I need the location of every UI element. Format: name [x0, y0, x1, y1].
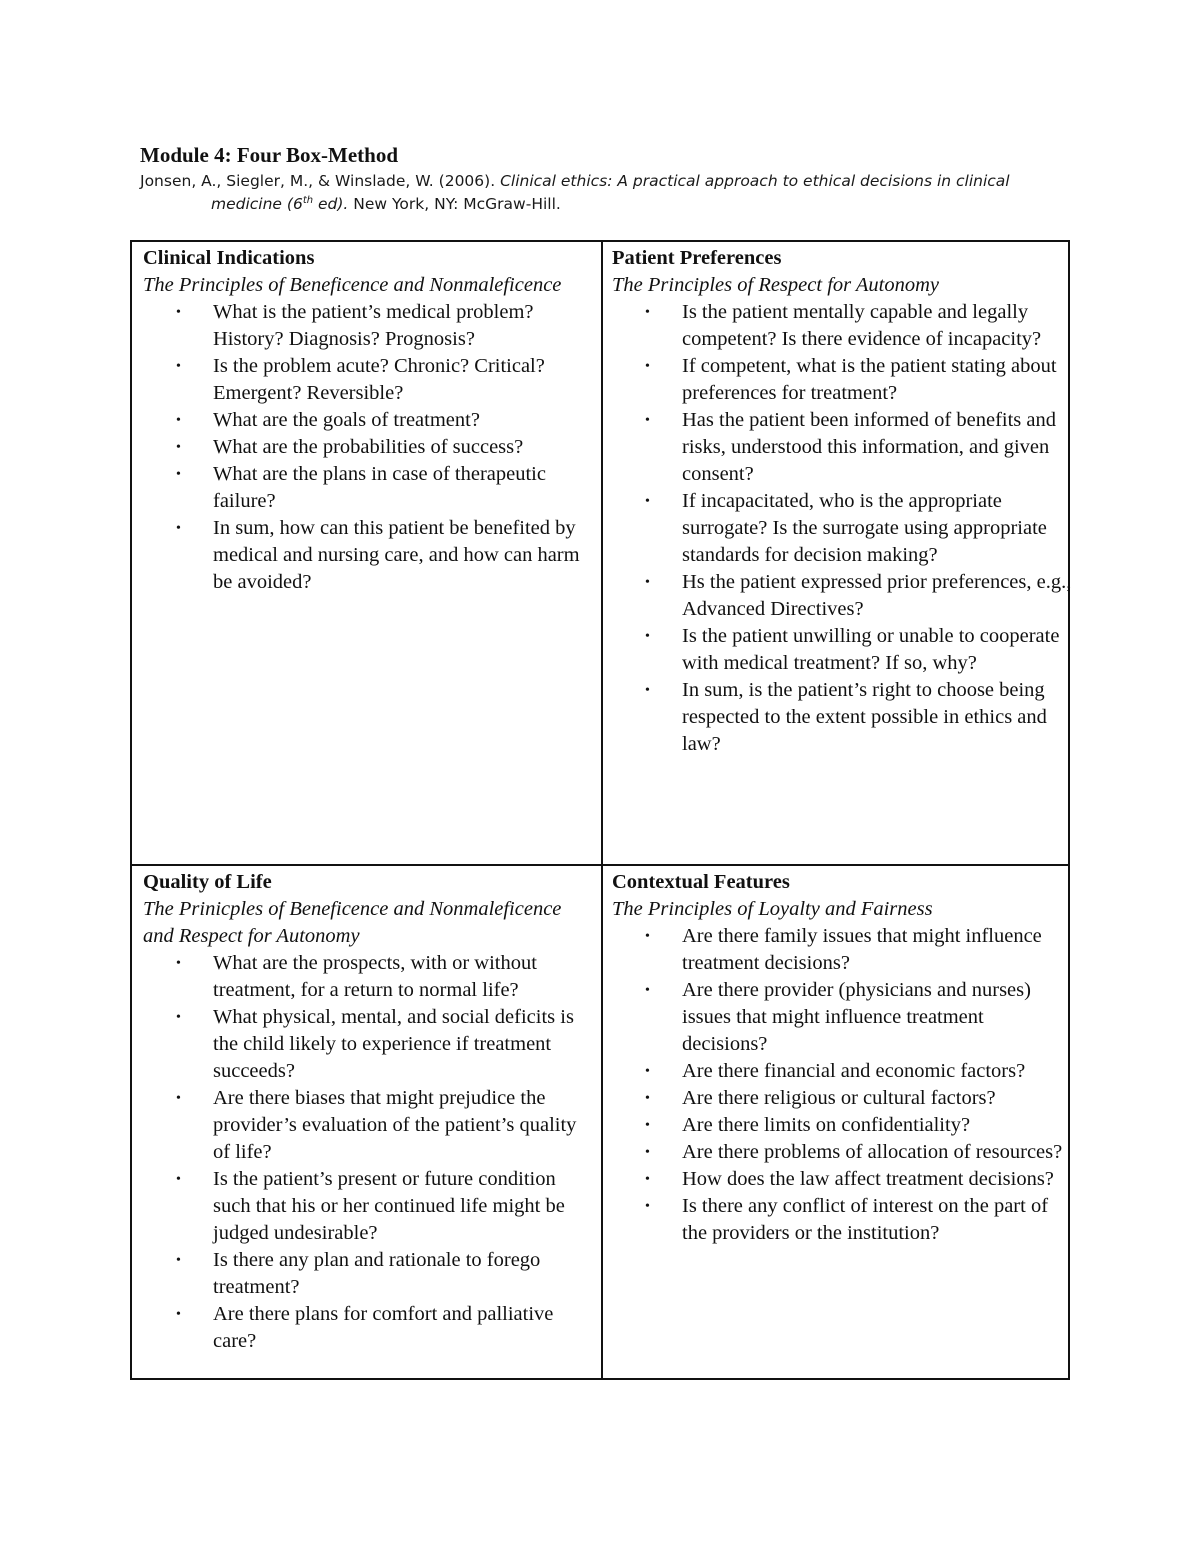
question-text: What are the prospects, with or without treatment, for a return to normal life?: [213, 952, 537, 1001]
bullet-icon: •: [176, 1010, 181, 1025]
question-item: [645, 1139, 1072, 1166]
question-text: Hs the patient expressed prior preferences, e.g., Advanced Directives?: [682, 571, 1072, 620]
box-principles: The Prinicples of Beneficence and Nonmaleficence and Respect for Autonomy: [143, 898, 562, 947]
bullet-icon: •: [176, 1307, 181, 1322]
bullet-icon: •: [176, 467, 181, 482]
citation-book-title: Clinical ethics: A practical approach to ethical decisions in clinical: [500, 172, 1010, 190]
bullet-icon: •: [645, 929, 650, 944]
question-text: If incapacitated, who is the appropriate surrogate? Is the surrogate using appropriate standards for decision making?: [682, 490, 1047, 566]
question-text: Are there financial and economic factors?: [682, 1060, 1026, 1082]
box-heading: Clinical Indications: [143, 247, 315, 269]
question-text: Are there problems of allocation of resources?: [682, 1141, 1063, 1163]
question-item: [176, 461, 593, 515]
box-heading: Quality of Life: [143, 871, 272, 893]
bullet-icon: •: [645, 1199, 650, 1214]
question-item: [645, 1058, 1072, 1085]
question-item: [645, 569, 1072, 623]
bullet-icon: •: [176, 956, 181, 971]
bullet-icon: •: [645, 305, 650, 320]
question-item: [645, 1085, 1072, 1112]
horizontal-divider: [132, 864, 1068, 866]
bullet-icon: •: [645, 413, 650, 428]
bullet-icon: •: [176, 359, 181, 374]
four-box-grid: [130, 240, 1070, 1380]
question-text: Are there plans for comfort and palliative care?: [213, 1303, 554, 1352]
bullet-icon: •: [645, 1091, 650, 1106]
question-item: [176, 353, 593, 407]
question-text: In sum, how can this patient be benefited by medical and nursing care, and how can harm be avoided?: [213, 517, 580, 593]
question-text: Are there family issues that might influence treatment decisions?: [682, 925, 1042, 974]
bullet-icon: •: [645, 494, 650, 509]
question-item: [645, 407, 1072, 488]
box-principles: The Principles of Beneficence and Nonmaleficence: [143, 274, 562, 296]
question-item: [645, 677, 1072, 758]
question-text: Is the patient’s present or future condition such that his or her continued life might be judged undesirable?: [213, 1168, 565, 1244]
question-list: [612, 923, 1072, 1247]
question-item: [176, 434, 593, 461]
bullet-icon: •: [645, 575, 650, 590]
question-item: [176, 1301, 593, 1355]
question-item: [645, 488, 1072, 569]
bullet-icon: •: [645, 1064, 650, 1079]
question-text: Is the patient unwilling or unable to cooperate with medical treatment? If so, why?: [682, 625, 1060, 674]
question-item: [176, 515, 593, 596]
question-text: Are there limits on confidentiality?: [682, 1114, 971, 1136]
question-text: What are the probabilities of success?: [213, 436, 524, 458]
question-item: [645, 299, 1072, 353]
question-text: What physical, mental, and social deficits is the child likely to experience if treatment succeeds?: [213, 1006, 574, 1082]
question-text: What are the goals of treatment?: [213, 409, 480, 431]
question-item: [176, 1085, 593, 1166]
box-patient-preferences: [612, 245, 1072, 758]
citation-publisher: New York, NY: McGraw-Hill.: [348, 195, 561, 213]
question-text: If competent, what is the patient stating about preferences for treatment?: [682, 355, 1057, 404]
bullet-icon: •: [645, 629, 650, 644]
question-item: [645, 623, 1072, 677]
bullet-icon: •: [645, 683, 650, 698]
question-text: Are there provider (physicians and nurses) issues that might influence treatment decisions?: [682, 979, 1031, 1055]
bullet-icon: •: [176, 521, 181, 536]
citation-authors: Jonsen, A., Siegler, M., & Winslade, W. (2006).: [140, 172, 501, 190]
question-item: [645, 1193, 1072, 1247]
citation: [140, 170, 1080, 216]
box-heading: Patient Preferences: [612, 247, 782, 269]
citation-book-title-cont: medicine (6th ed).: [211, 194, 349, 213]
bullet-icon: •: [176, 305, 181, 320]
box-principles: The Principles of Loyalty and Fairness: [612, 898, 933, 920]
box-contextual-features: [612, 869, 1072, 1247]
bullet-icon: •: [176, 1172, 181, 1187]
box-principles: The Principles of Respect for Autonomy: [612, 274, 939, 296]
page-title: Module 4: Four Box-Method: [140, 143, 399, 167]
question-item: [645, 977, 1072, 1058]
question-text: Are there biases that might prejudice the provider’s evaluation of the patient’s quality of life?: [213, 1087, 577, 1163]
box-clinical-indications: [143, 245, 593, 596]
question-item: [176, 1247, 593, 1301]
bullet-icon: •: [645, 1172, 650, 1187]
question-text: Is the problem acute? Chronic? Critical? Emergent? Reversible?: [213, 355, 545, 404]
bullet-icon: •: [645, 983, 650, 998]
question-item: [645, 1112, 1072, 1139]
question-item: [176, 407, 593, 434]
bullet-icon: •: [176, 440, 181, 455]
bullet-icon: •: [645, 1118, 650, 1133]
question-text: Is the patient mentally capable and legally competent? Is there evidence of incapacity?: [682, 301, 1042, 350]
vertical-divider: [601, 242, 603, 1378]
box-quality-of-life: [143, 869, 593, 1355]
citation-line-2: [140, 193, 1080, 216]
bullet-icon: •: [176, 1091, 181, 1106]
question-text: Has the patient been informed of benefits and risks, understood this information, and given consent?: [682, 409, 1056, 485]
question-item: [176, 1004, 593, 1085]
question-item: [645, 1166, 1072, 1193]
question-list: [612, 299, 1072, 758]
question-item: [176, 950, 593, 1004]
question-text: Is there any conflict of interest on the part of the providers or the institution?: [682, 1195, 1049, 1244]
question-item: [176, 299, 593, 353]
bullet-icon: •: [176, 413, 181, 428]
bullet-icon: •: [176, 1253, 181, 1268]
question-text: Is there any plan and rationale to forego treatment?: [213, 1249, 541, 1298]
edition-superscript: th: [302, 194, 314, 206]
question-item: [176, 1166, 593, 1247]
box-heading: Contextual Features: [612, 871, 790, 893]
question-text: How does the law affect treatment decisions?: [682, 1168, 1054, 1190]
bullet-icon: •: [645, 359, 650, 374]
question-text: What are the plans in case of therapeutic failure?: [213, 463, 546, 512]
question-text: What is the patient’s medical problem? History? Diagnosis? Prognosis?: [213, 301, 534, 350]
question-item: [645, 923, 1072, 977]
question-text: Are there religious or cultural factors?: [682, 1087, 996, 1109]
citation-line-1: [140, 170, 1080, 193]
question-text: In sum, is the patient’s right to choose being respected to the extent possible in ethics and law?: [682, 679, 1047, 755]
bullet-icon: •: [645, 1145, 650, 1160]
question-list: [143, 299, 593, 596]
question-item: [645, 353, 1072, 407]
question-list: [143, 950, 593, 1355]
